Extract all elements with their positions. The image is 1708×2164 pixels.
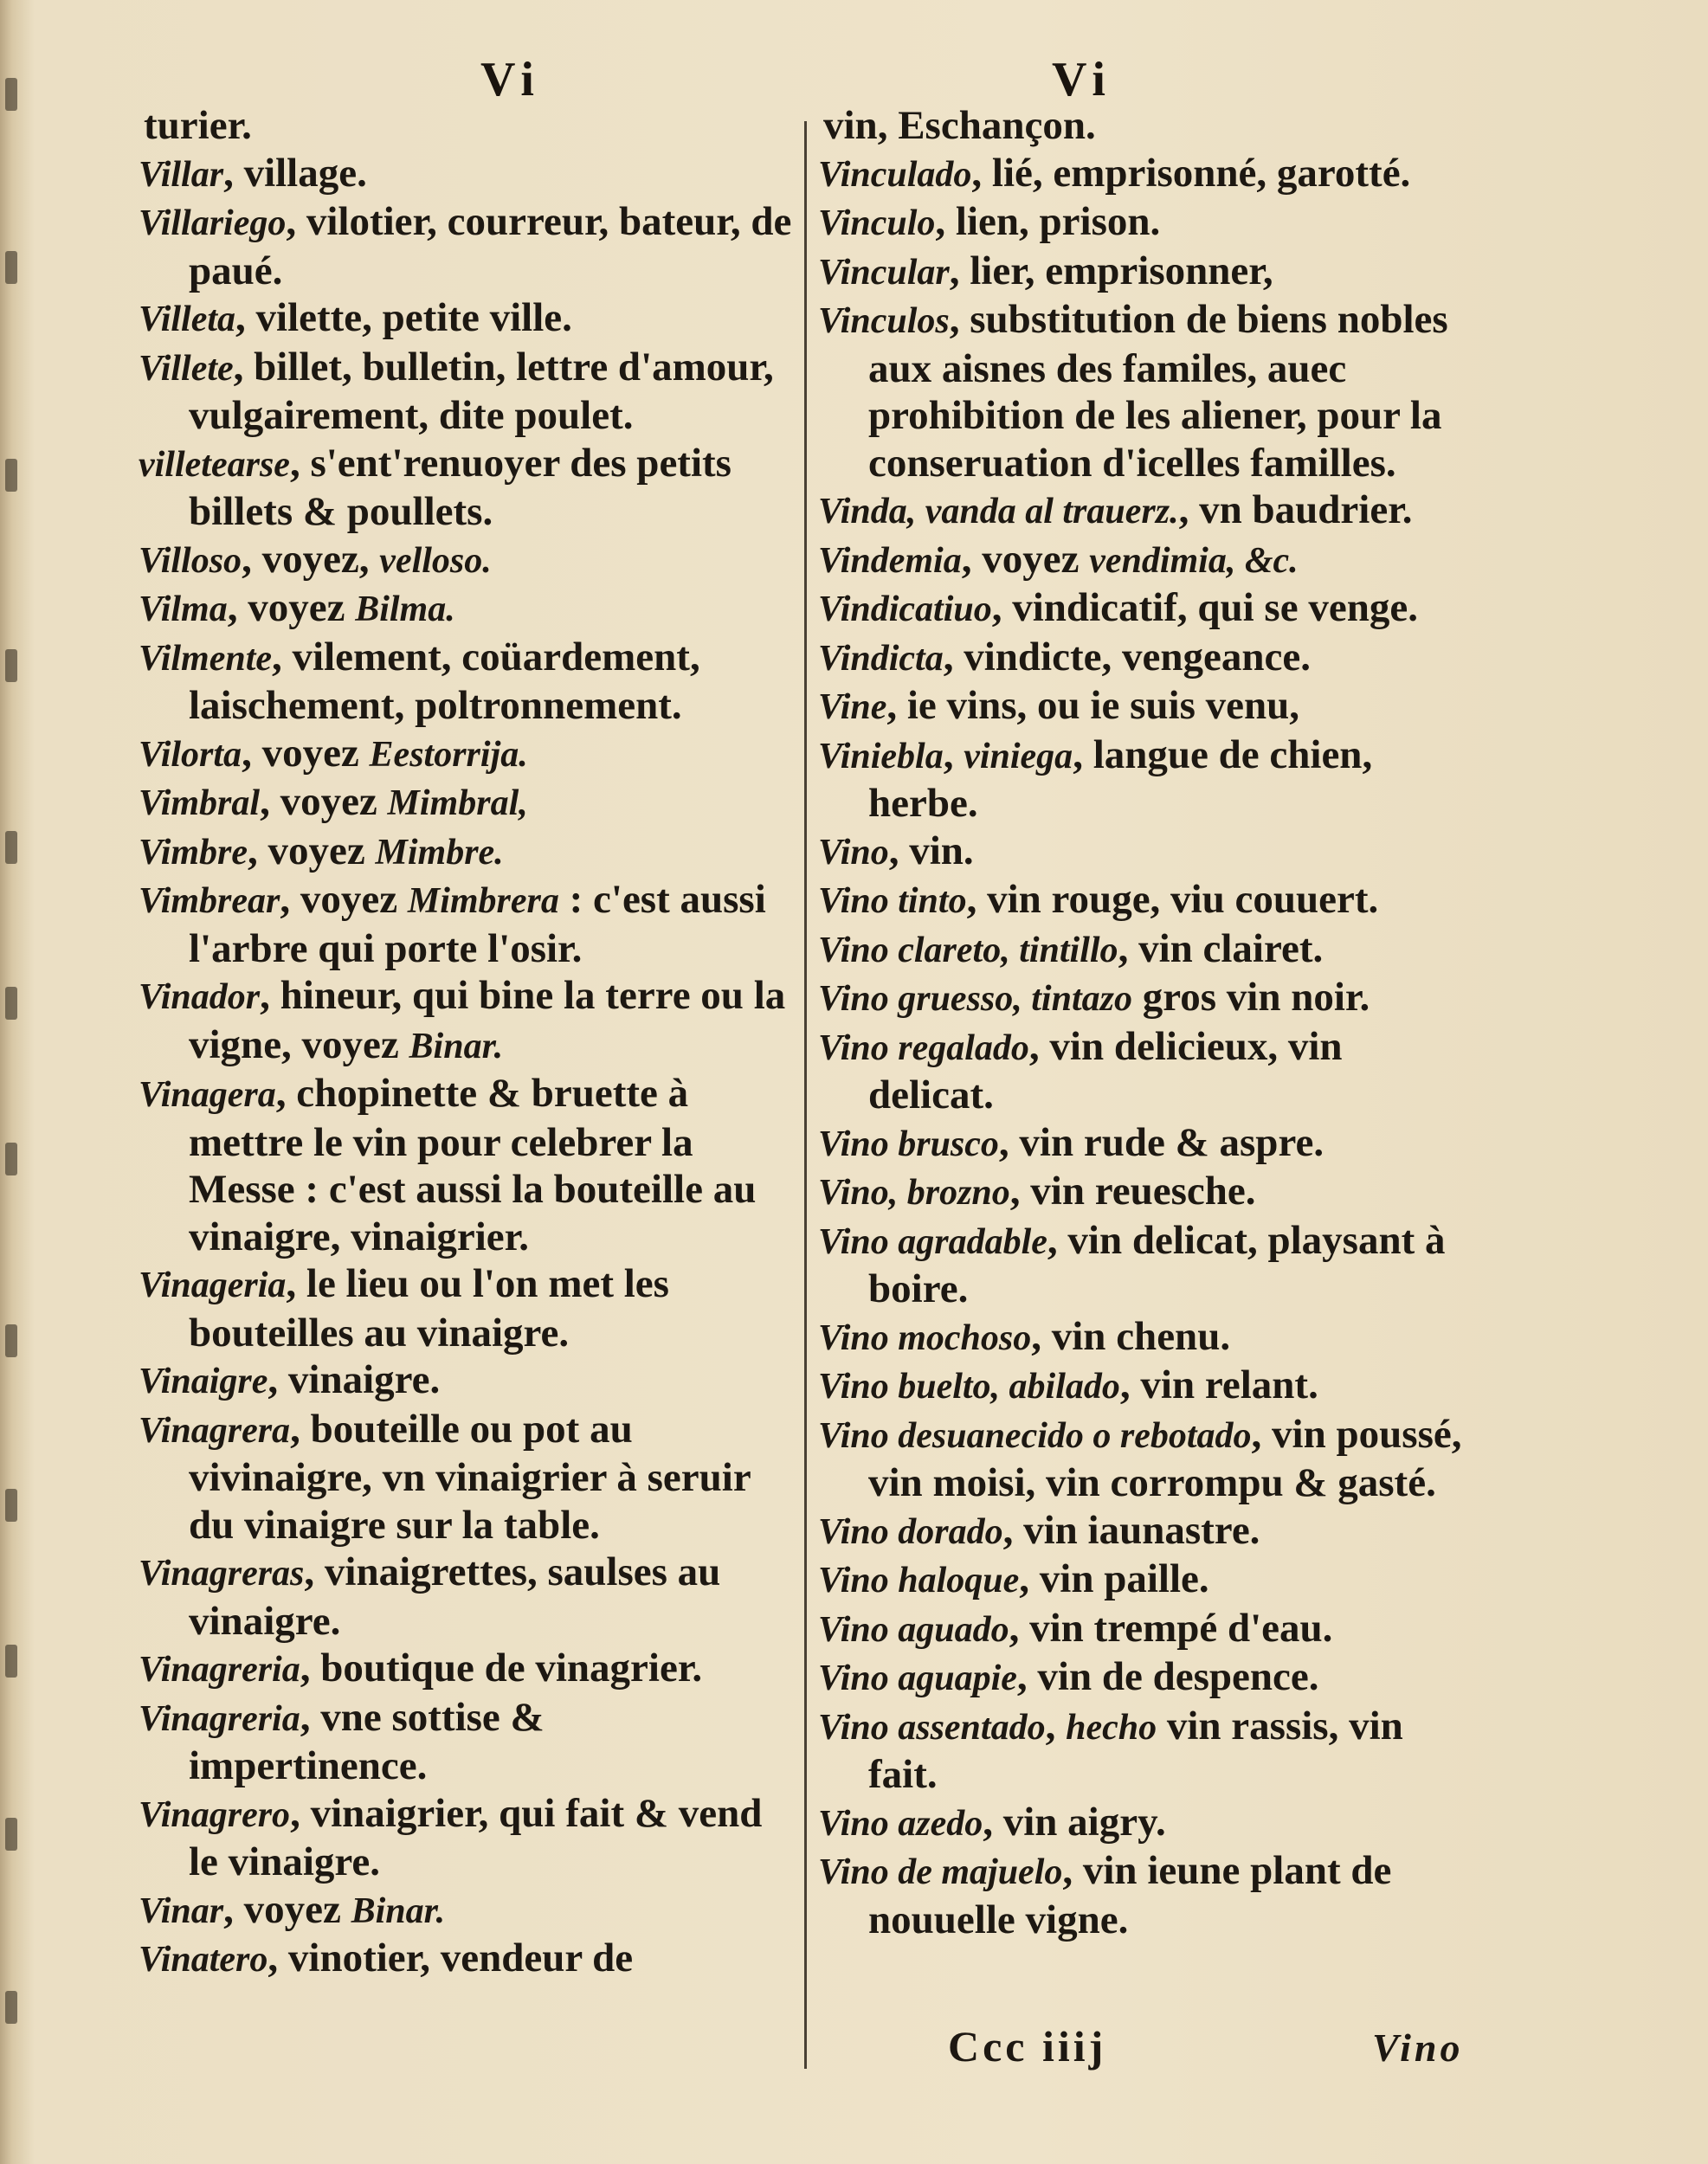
entry-headword: Vilorta [139,734,242,775]
dictionary-entry [139,972,792,1070]
entry-headword: Villeta [139,299,236,339]
catchword [1372,2021,1464,2071]
gutter-binding-marks [2,52,24,2147]
column-divider [804,121,807,2069]
entry-headword: Vinagrera [139,1410,291,1451]
entry-definition: , [1045,1703,1067,1749]
dictionary-entry [139,294,792,344]
entry-definition-tail: , langue de chien, herbe. [868,731,1373,826]
entry-cross-reference: Binar. [351,1890,446,1931]
entry-definition: , chopinette & bruette à mettre le vin pour celebrer la Messe : c'est aussi la bouteille au vinaigre, vinaigrier. [189,1071,757,1259]
dictionary-entry [139,1549,792,1645]
entry-cross-reference: velloso. [379,540,492,581]
entry-headword: Vino brusco [818,1124,999,1164]
entry-definition: , village. [223,150,367,196]
dictionary-entry [818,1605,1476,1654]
entry-definition: , voyez [227,585,356,630]
dictionary-entry [818,1217,1476,1313]
entry-definition: , bouteille ou pot au vivinaigre, vn vinaigrier à seruir du vinaigre sur la table. [189,1406,751,1548]
entry-headword: Vinaigre [139,1362,268,1401]
entry-definition: , vin trempé d'eau. [1009,1605,1333,1651]
entry-definition: , [943,731,964,777]
entry-definition: , vin delicat, playsant à boire. [868,1217,1446,1311]
entry-definition: , voyez [260,779,388,824]
entry-headword: Vino agradable [818,1221,1047,1262]
dictionary-entry [818,731,1476,828]
dictionary-entry [818,198,1476,248]
entry-headword: Vinculado [818,154,972,195]
entry-definition: , vin chenu. [1031,1313,1231,1359]
dictionary-entry [139,198,792,294]
entry-definition: , lié, emprisonné, garotté. [971,150,1411,196]
entry-headword: Villoso [139,540,242,581]
entry-headword: Vimbre [139,832,248,873]
entry-headword: Vino aguapie [818,1658,1017,1698]
dictionary-entry [139,536,792,585]
entry-definition: , billet, bulletin, lettre d'amour, vulgairement, dite poulet. [189,344,774,438]
entry-cross-reference: vendimia, &c. [1089,540,1299,581]
entry-definition: , ie vins, ou ie suis venu, [886,683,1300,728]
entry-headword: Vino tinto [818,881,967,921]
entry-headword: Villete [139,348,234,389]
entry-headword: Vino azedo [818,1803,983,1844]
entry-headword: Villariego [139,203,287,243]
dictionary-entry [139,1935,792,1984]
entry-headword: Vinatero [139,1940,268,1980]
entry-headword: Vilmente [139,638,273,679]
dictionary-entry [139,1406,792,1549]
dictionary-entry [818,150,1476,199]
entry-headword: Vindicta [818,638,944,679]
catchword-text: Vino [1372,2026,1464,2070]
entry-definition: , s'ent'renuoyer des petits billets & poullets. [189,440,732,534]
entry-definition: , vin aigry. [983,1799,1166,1845]
entry-headword: Vincular [818,252,950,293]
entry-definition: , voyez [961,536,1090,582]
entry-definition: , vin relant. [1119,1362,1318,1407]
entry-definition: turier. [144,103,252,148]
entry-definition: , vinaigrettes, saulses au vinaigre. [189,1549,721,1644]
entry-definition: , vin clairet. [1118,925,1324,971]
dictionary-entry [818,1507,1476,1556]
dictionary-entry [818,248,1476,297]
entry-definition: , vilement, coüardement, laischement, poltronnement. [189,634,700,728]
entry-definition: , vin de despence. [1016,1654,1319,1699]
entry-headword: Vino desuanecido o rebotado [818,1415,1252,1456]
entry-headword: villetearse [139,444,290,485]
entry-headword: Vino haloque [818,1561,1020,1600]
entry-definition: , le lieu ou l'on met les bouteilles au vinaigre. [189,1261,669,1356]
entry-headword: Vino buelto, abilado [818,1367,1120,1407]
entry-headword: Vinagera [139,1075,276,1115]
entry-definition: , vin iaunastre. [1002,1507,1260,1553]
entry-definition-tail: vin rassis, vin fait. [868,1703,1403,1797]
dictionary-entry [139,102,792,150]
dictionary-entry [139,1356,792,1406]
dictionary-entry [139,440,792,536]
dictionary-entry [818,486,1476,536]
dictionary-entry [818,634,1476,683]
entry-definition: , voyez [242,730,370,776]
dictionary-entry [139,1645,792,1694]
entry-cross-reference: Mimbrera [407,881,559,921]
entry-definition: , lien, prison. [935,199,1161,244]
entry-cross-reference: Bilma. [355,589,455,629]
dictionary-entry [818,296,1476,486]
dictionary-entry [818,1411,1476,1507]
entry-headword: Vinagreria [139,1650,300,1690]
entry-cross-reference: Eestorrija. [369,734,528,775]
entry-definition: , lier, emprisonner, [949,248,1273,293]
entry-definition: , substitution de biens nobles aux aisnes des familes, auec prohibition de les aliener, pour la conseruation d'icelles familles. [868,297,1448,486]
entry-definition: , vin paille. [1019,1556,1209,1601]
entry-headword: Vinagrero [139,1794,291,1835]
entry-definition: vin, Eschançon. [823,103,1096,148]
dictionary-entry [139,778,792,828]
signature-mark: Ccc iiij [948,2022,1107,2071]
entry-definition: , vindicatif, qui se venge. [991,585,1418,630]
entry-definition: , vin poussé, vin moisi, vin corrompu & gasté. [868,1411,1462,1505]
entry-definition: , voyez [223,1886,351,1932]
entry-headword: Vino gruesso, tintazo [818,979,1132,1019]
entry-headword: Villar [139,154,224,195]
dictionary-entry [139,1260,792,1356]
entry-definition: , vin rude & aspre. [998,1119,1325,1165]
entry-definition: , vindicte, vengeance. [943,634,1311,679]
running-head-right: Vi [1052,53,1112,106]
entry-headword: Vinagreras [139,1554,305,1594]
dictionary-entry [818,828,1476,877]
entry-headword: Vino clareto, tintillo [818,930,1118,970]
entry-headword: Vinculos [818,301,950,341]
entry-headword: Viniebla [818,736,944,776]
entry-definition: , voyez, [242,536,380,582]
dictionary-entry [818,1555,1476,1605]
entry-headword: Vinar [139,1890,224,1931]
dictionary-entry [139,150,792,199]
dictionary-entry [818,1847,1476,1943]
dictionary-entry [818,974,1476,1023]
entry-definition: , vin delicieux, vin delicat. [868,1023,1343,1117]
entry-definition: gros vin noir. [1131,975,1370,1020]
dictionary-entry [818,682,1476,731]
dictionary-entry [818,584,1476,634]
entry-cross-reference: Binar. [409,1026,504,1066]
entry-definition: , vin rouge, viu couuert. [966,877,1379,922]
entry-headword: Vino regalado [818,1027,1029,1068]
entry-definition: , vin reuesche. [1009,1169,1256,1214]
dictionary-entry [139,584,792,634]
entry-definition: , vinaigrier, qui fait & vend le vinaigre. [189,1790,763,1884]
entry-definition: , vne sottise & impertinence. [189,1694,545,1788]
entry-definition: , voyez [280,877,408,922]
entry-definition: , vin ieune plant de nouuelle vigne. [868,1848,1392,1942]
entry-headword: Vilma [139,589,228,629]
entry-headword: Vino aguado [818,1609,1009,1650]
entry-headword: Vindicatiuo [818,589,992,629]
dictionary-entry [818,1653,1476,1703]
entry-definition: , voyez [248,828,376,873]
entry-definition: , vinaigre. [267,1357,441,1402]
entry-definition: , vinotier, vendeur de [267,1935,634,1980]
entry-cross-reference: Mimbral, [387,783,528,823]
left-column [139,102,792,1984]
dictionary-entry [139,344,792,440]
dictionary-entry [818,1703,1476,1799]
entry-definition: , boutique de vinagrier. [300,1646,703,1691]
dictionary-entry [139,634,792,730]
dictionary-entry [818,1023,1476,1119]
dictionary-entry [818,1362,1476,1411]
dictionary-entry [818,1799,1476,1848]
entry-cross-reference: Mimbre. [375,832,504,873]
entry-definition: , hineur, qui bine la terre ou la vigne, voyez [189,973,786,1067]
entry-headword: Vinda, vanda al trauerz. [818,492,1179,531]
entry-headword: Vinculo [818,203,936,243]
dictionary-entry [818,102,1476,150]
dictionary-entry [818,1168,1476,1217]
dictionary-entry [818,876,1476,925]
entry-definition: , vin. [888,828,974,873]
dictionary-entry [139,1694,792,1790]
entry-headword: Vino, brozno [818,1173,1010,1213]
entry-headword: Vinador [139,977,261,1017]
dictionary-entry [139,730,792,779]
dictionary-entry [818,1119,1476,1169]
entry-headword: Vinageria [139,1266,287,1305]
entry-headword: Vino dorado [818,1511,1003,1552]
dictionary-entry [818,1313,1476,1362]
entry-headword: Vimbral [139,783,261,823]
entry-headword: Vino de majuelo [818,1852,1063,1892]
entry-headword: Vino [818,832,889,873]
entry-headword: Vino assentado [818,1707,1046,1748]
entry-headword: Vinagreria [139,1698,300,1739]
dictionary-entry [818,925,1476,975]
entry-headword: Vine [818,687,887,727]
entry-cross-reference: viniega [964,736,1073,776]
entry-headword: Vimbrear [139,881,280,921]
running-head-left: Vi [480,53,541,106]
dictionary-entry [139,1886,792,1935]
entry-definition: , vilotier, courreur, bateur, de paué. [189,199,792,293]
dictionary-entry [139,876,792,972]
dictionary-entry [139,1070,792,1260]
entry-headword: Vindemia [818,540,962,581]
dictionary-entry [139,1790,792,1886]
entry-headword: Vino mochoso [818,1317,1032,1358]
entry-definition-tail: : c'est aussi l'arbre qui porte l'osir. [189,877,766,971]
entry-cross-reference: hecho [1066,1707,1157,1748]
right-column [818,102,1476,1943]
dictionary-entry [818,536,1476,585]
entry-definition: , vilette, petite ville. [235,295,572,340]
dictionary-entry [139,828,792,877]
entry-definition: , vn baudrier. [1178,487,1413,532]
